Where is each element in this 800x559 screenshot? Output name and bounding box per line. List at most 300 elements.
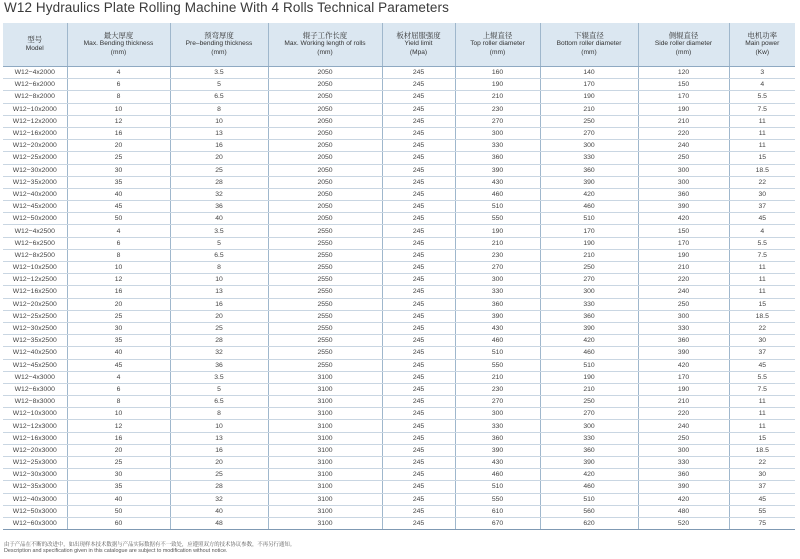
model-cell: W12−40x2500 bbox=[3, 347, 67, 359]
table-cell: 10 bbox=[67, 262, 170, 274]
table-cell: 8 bbox=[170, 408, 268, 420]
model-cell: W12−25x3000 bbox=[3, 457, 67, 469]
table-cell: 2050 bbox=[268, 164, 382, 176]
table-cell: 300 bbox=[455, 127, 540, 139]
table-cell: 6 bbox=[67, 79, 170, 91]
table-cell: 250 bbox=[638, 298, 729, 310]
model-cell: W12−10x2500 bbox=[3, 262, 67, 274]
table-cell: 300 bbox=[638, 444, 729, 456]
table-cell: 2550 bbox=[268, 359, 382, 371]
table-cell: 245 bbox=[382, 322, 455, 334]
table-cell: 245 bbox=[382, 505, 455, 517]
column-header-unit: (mm) bbox=[581, 48, 597, 56]
table-cell: 4 bbox=[729, 79, 795, 91]
table-cell: 210 bbox=[638, 396, 729, 408]
table-cell: 2050 bbox=[268, 188, 382, 200]
table-cell: 245 bbox=[382, 127, 455, 139]
table-cell: 5 bbox=[170, 79, 268, 91]
model-cell: W12−20x2000 bbox=[3, 140, 67, 152]
table-row bbox=[3, 408, 795, 420]
table-cell: 2050 bbox=[268, 115, 382, 127]
table-cell: 40 bbox=[170, 213, 268, 225]
table-cell: 250 bbox=[540, 262, 638, 274]
table-cell: 330 bbox=[638, 322, 729, 334]
table-cell: 245 bbox=[382, 457, 455, 469]
table-cell: 13 bbox=[170, 127, 268, 139]
table-cell: 2050 bbox=[268, 67, 382, 79]
table-cell: 10 bbox=[67, 103, 170, 115]
table-cell: 245 bbox=[382, 444, 455, 456]
table-cell: 3100 bbox=[268, 408, 382, 420]
table-cell: 360 bbox=[638, 188, 729, 200]
table-cell: 45 bbox=[67, 201, 170, 213]
table-cell: 30 bbox=[729, 469, 795, 481]
table-cell: 390 bbox=[638, 481, 729, 493]
table-cell: 330 bbox=[455, 420, 540, 432]
table-cell: 20 bbox=[170, 457, 268, 469]
model-cell: W12−35x2500 bbox=[3, 335, 67, 347]
table-cell: 270 bbox=[540, 274, 638, 286]
table-cell: 30 bbox=[729, 335, 795, 347]
table-cell: 190 bbox=[540, 91, 638, 103]
table-cell: 270 bbox=[455, 115, 540, 127]
table-cell: 45 bbox=[67, 359, 170, 371]
column-header-en: Top roller diameter bbox=[470, 40, 525, 48]
table-cell: 8 bbox=[67, 249, 170, 261]
model-cell: W12−30x2000 bbox=[3, 164, 67, 176]
table-cell: 10 bbox=[170, 420, 268, 432]
table-cell: 245 bbox=[382, 164, 455, 176]
table-cell: 190 bbox=[455, 225, 540, 237]
table-cell: 420 bbox=[540, 469, 638, 481]
table-cell: 10 bbox=[67, 408, 170, 420]
table-cell: 170 bbox=[540, 225, 638, 237]
column-header bbox=[67, 23, 170, 67]
table-cell: 22 bbox=[729, 457, 795, 469]
table-cell: 300 bbox=[455, 274, 540, 286]
table-cell: 16 bbox=[67, 286, 170, 298]
table-cell: 3.5 bbox=[170, 225, 268, 237]
table-cell: 360 bbox=[540, 164, 638, 176]
table-cell: 13 bbox=[170, 286, 268, 298]
table-row bbox=[3, 140, 795, 152]
table-cell: 2050 bbox=[268, 201, 382, 213]
table-cell: 48 bbox=[170, 517, 268, 529]
column-header bbox=[3, 23, 67, 67]
table-cell: 300 bbox=[638, 310, 729, 322]
table-row bbox=[3, 286, 795, 298]
table-cell: 220 bbox=[638, 274, 729, 286]
table-cell: 2050 bbox=[268, 140, 382, 152]
table-cell: 420 bbox=[638, 213, 729, 225]
table-cell: 20 bbox=[67, 140, 170, 152]
column-header bbox=[729, 23, 795, 67]
table-cell: 22 bbox=[729, 322, 795, 334]
table-cell: 300 bbox=[540, 140, 638, 152]
table-cell: 11 bbox=[729, 408, 795, 420]
table-cell: 245 bbox=[382, 371, 455, 383]
table-cell: 2550 bbox=[268, 298, 382, 310]
column-header-en: Model bbox=[25, 44, 44, 52]
table-cell: 245 bbox=[382, 91, 455, 103]
table-cell: 16 bbox=[170, 298, 268, 310]
table-row bbox=[3, 164, 795, 176]
table-cell: 30 bbox=[729, 188, 795, 200]
table-row bbox=[3, 91, 795, 103]
table-cell: 2550 bbox=[268, 310, 382, 322]
table-row bbox=[3, 249, 795, 261]
model-cell: W12−35x3000 bbox=[3, 481, 67, 493]
model-cell: W12−12x2500 bbox=[3, 274, 67, 286]
table-cell: 15 bbox=[729, 432, 795, 444]
table-cell: 10 bbox=[170, 115, 268, 127]
model-cell: W12−16x3000 bbox=[3, 432, 67, 444]
table-cell: 250 bbox=[638, 432, 729, 444]
table-cell: 3100 bbox=[268, 420, 382, 432]
table-row bbox=[3, 396, 795, 408]
table-cell: 245 bbox=[382, 493, 455, 505]
table-cell: 245 bbox=[382, 335, 455, 347]
column-header bbox=[638, 23, 729, 67]
table-cell: 210 bbox=[540, 383, 638, 395]
table-cell: 32 bbox=[170, 188, 268, 200]
table-cell: 4 bbox=[729, 225, 795, 237]
table-cell: 2550 bbox=[268, 274, 382, 286]
table-cell: 550 bbox=[455, 213, 540, 225]
model-cell: W12−16x2000 bbox=[3, 127, 67, 139]
table-cell: 150 bbox=[638, 225, 729, 237]
table-cell: 330 bbox=[638, 457, 729, 469]
table-cell: 245 bbox=[382, 517, 455, 529]
table-cell: 20 bbox=[67, 444, 170, 456]
table-cell: 510 bbox=[540, 213, 638, 225]
table-row bbox=[3, 420, 795, 432]
table-cell: 170 bbox=[638, 371, 729, 383]
column-header bbox=[455, 23, 540, 67]
table-cell: 2550 bbox=[268, 249, 382, 261]
table-cell: 5.5 bbox=[729, 237, 795, 249]
table-cell: 330 bbox=[455, 286, 540, 298]
table-row bbox=[3, 201, 795, 213]
table-cell: 245 bbox=[382, 262, 455, 274]
table-cell: 245 bbox=[382, 115, 455, 127]
table-cell: 3100 bbox=[268, 481, 382, 493]
table-cell: 45 bbox=[729, 493, 795, 505]
table-cell: 210 bbox=[455, 91, 540, 103]
table-cell: 245 bbox=[382, 225, 455, 237]
table-cell: 390 bbox=[638, 201, 729, 213]
table-row bbox=[3, 103, 795, 115]
table-cell: 230 bbox=[455, 249, 540, 261]
table-cell: 36 bbox=[170, 359, 268, 371]
model-cell: W12−8x3000 bbox=[3, 396, 67, 408]
table-cell: 245 bbox=[382, 79, 455, 91]
table-cell: 240 bbox=[638, 140, 729, 152]
table-cell: 32 bbox=[170, 347, 268, 359]
table-row bbox=[3, 213, 795, 225]
table-cell: 190 bbox=[540, 371, 638, 383]
table-cell: 550 bbox=[455, 359, 540, 371]
table-cell: 230 bbox=[455, 103, 540, 115]
table-cell: 160 bbox=[455, 67, 540, 79]
table-cell: 245 bbox=[382, 298, 455, 310]
model-cell: W12−40x2000 bbox=[3, 188, 67, 200]
table-cell: 3100 bbox=[268, 505, 382, 517]
model-cell: W12−45x2500 bbox=[3, 359, 67, 371]
table-cell: 330 bbox=[540, 152, 638, 164]
table-cell: 190 bbox=[638, 383, 729, 395]
table-cell: 3100 bbox=[268, 383, 382, 395]
column-header-unit: (mm) bbox=[110, 48, 127, 56]
column-header-unit: (Kw) bbox=[755, 48, 770, 56]
table-cell: 11 bbox=[729, 140, 795, 152]
table-row bbox=[3, 469, 795, 481]
table-cell: 120 bbox=[638, 67, 729, 79]
table-header-row bbox=[3, 23, 795, 67]
column-header-en: Yield limit bbox=[404, 40, 433, 48]
table-row bbox=[3, 517, 795, 529]
table-cell: 245 bbox=[382, 274, 455, 286]
table-cell: 4 bbox=[67, 67, 170, 79]
table-cell: 3100 bbox=[268, 432, 382, 444]
table-cell: 28 bbox=[170, 176, 268, 188]
table-row bbox=[3, 237, 795, 249]
model-cell: W12−30x2500 bbox=[3, 322, 67, 334]
table-cell: 15 bbox=[729, 298, 795, 310]
table-cell: 35 bbox=[67, 481, 170, 493]
table-row bbox=[3, 371, 795, 383]
table-cell: 245 bbox=[382, 103, 455, 115]
model-cell: W12−20x2500 bbox=[3, 298, 67, 310]
model-cell: W12−4x2000 bbox=[3, 67, 67, 79]
table-cell: 245 bbox=[382, 237, 455, 249]
table-cell: 2550 bbox=[268, 347, 382, 359]
table-cell: 5 bbox=[170, 237, 268, 249]
table-cell: 40 bbox=[67, 493, 170, 505]
table-cell: 245 bbox=[382, 347, 455, 359]
table-cell: 11 bbox=[729, 420, 795, 432]
table-cell: 390 bbox=[455, 164, 540, 176]
table-cell: 3100 bbox=[268, 371, 382, 383]
table-cell: 270 bbox=[540, 408, 638, 420]
table-cell: 390 bbox=[638, 347, 729, 359]
table-cell: 30 bbox=[67, 164, 170, 176]
table-cell: 32 bbox=[170, 493, 268, 505]
table-cell: 35 bbox=[67, 335, 170, 347]
table-row bbox=[3, 262, 795, 274]
model-cell: W12−10x3000 bbox=[3, 408, 67, 420]
table-cell: 390 bbox=[540, 176, 638, 188]
table-cell: 190 bbox=[638, 249, 729, 261]
table-cell: 460 bbox=[540, 201, 638, 213]
table-cell: 5.5 bbox=[729, 371, 795, 383]
table-cell: 510 bbox=[540, 493, 638, 505]
column-header-en: Bottom roller diameter bbox=[556, 40, 622, 48]
column-header bbox=[170, 23, 268, 67]
table-cell: 60 bbox=[67, 517, 170, 529]
table-cell: 8 bbox=[67, 91, 170, 103]
table-cell: 45 bbox=[729, 213, 795, 225]
column-header bbox=[540, 23, 638, 67]
table-cell: 460 bbox=[455, 188, 540, 200]
table-cell: 460 bbox=[455, 335, 540, 347]
table-cell: 3 bbox=[729, 67, 795, 79]
model-cell: W12−4x2500 bbox=[3, 225, 67, 237]
table-cell: 210 bbox=[638, 115, 729, 127]
table-cell: 8 bbox=[170, 103, 268, 115]
table-cell: 550 bbox=[455, 493, 540, 505]
table-cell: 245 bbox=[382, 176, 455, 188]
table-cell: 190 bbox=[455, 79, 540, 91]
table-cell: 40 bbox=[67, 347, 170, 359]
table-cell: 7.5 bbox=[729, 103, 795, 115]
table-cell: 270 bbox=[455, 262, 540, 274]
table-cell: 2050 bbox=[268, 91, 382, 103]
table-cell: 20 bbox=[67, 298, 170, 310]
table-cell: 36 bbox=[170, 201, 268, 213]
model-cell: W12−50x3000 bbox=[3, 505, 67, 517]
table-cell: 50 bbox=[67, 213, 170, 225]
table-cell: 300 bbox=[540, 420, 638, 432]
table-cell: 13 bbox=[170, 432, 268, 444]
table-cell: 390 bbox=[455, 444, 540, 456]
column-header bbox=[268, 23, 382, 67]
table-cell: 230 bbox=[455, 383, 540, 395]
table-cell: 2550 bbox=[268, 225, 382, 237]
table-cell: 28 bbox=[170, 481, 268, 493]
table-cell: 390 bbox=[455, 310, 540, 322]
table-cell: 25 bbox=[67, 457, 170, 469]
table-cell: 3100 bbox=[268, 493, 382, 505]
table-cell: 12 bbox=[67, 115, 170, 127]
table-cell: 300 bbox=[638, 176, 729, 188]
table-cell: 360 bbox=[540, 444, 638, 456]
table-cell: 245 bbox=[382, 359, 455, 371]
table-cell: 360 bbox=[455, 432, 540, 444]
table-cell: 420 bbox=[540, 188, 638, 200]
table-row bbox=[3, 322, 795, 334]
table-cell: 6 bbox=[67, 237, 170, 249]
table-cell: 390 bbox=[540, 322, 638, 334]
model-cell: W12−10x2000 bbox=[3, 103, 67, 115]
model-cell: W12−35x2000 bbox=[3, 176, 67, 188]
table-cell: 430 bbox=[455, 457, 540, 469]
spec-table bbox=[3, 23, 795, 530]
table-cell: 25 bbox=[170, 469, 268, 481]
table-cell: 30 bbox=[67, 322, 170, 334]
table-cell: 360 bbox=[540, 310, 638, 322]
table-cell: 11 bbox=[729, 274, 795, 286]
table-cell: 245 bbox=[382, 432, 455, 444]
table-row bbox=[3, 457, 795, 469]
table-cell: 300 bbox=[638, 164, 729, 176]
table-cell: 220 bbox=[638, 408, 729, 420]
column-header-en: Max. Working length of rolls bbox=[284, 40, 366, 48]
table-cell: 245 bbox=[382, 140, 455, 152]
note-chinese: 由于产品在不断的改进中，如出现样本技术数据与产品实际数据有不一致处，应遵照双方的技术协议参数，不再另行通知。 bbox=[4, 542, 296, 548]
table-row bbox=[3, 67, 795, 79]
table-cell: 37 bbox=[729, 481, 795, 493]
table-cell: 245 bbox=[382, 152, 455, 164]
table-cell: 245 bbox=[382, 420, 455, 432]
model-cell: W12−40x3000 bbox=[3, 493, 67, 505]
table-cell: 37 bbox=[729, 347, 795, 359]
model-cell: W12−6x2500 bbox=[3, 237, 67, 249]
table-cell: 140 bbox=[540, 67, 638, 79]
table-cell: 8 bbox=[67, 396, 170, 408]
table-cell: 6.5 bbox=[170, 249, 268, 261]
table-cell: 420 bbox=[638, 359, 729, 371]
table-cell: 11 bbox=[729, 396, 795, 408]
table-cell: 510 bbox=[455, 481, 540, 493]
column-header-unit: (Mpa) bbox=[409, 48, 428, 56]
column-header-cn: 下辊直径 bbox=[574, 30, 604, 40]
table-cell: 250 bbox=[540, 396, 638, 408]
table-cell: 6 bbox=[67, 383, 170, 395]
page-title: W12 Hydraulics Plate Rolling Machine With 4 Rolls Technical Parameters bbox=[4, 0, 449, 15]
table-cell: 270 bbox=[540, 127, 638, 139]
table-cell: 25 bbox=[67, 310, 170, 322]
table-cell: 3100 bbox=[268, 517, 382, 529]
table-cell: 390 bbox=[540, 457, 638, 469]
table-cell: 12 bbox=[67, 420, 170, 432]
table-row bbox=[3, 127, 795, 139]
table-cell: 460 bbox=[540, 347, 638, 359]
table-cell: 30 bbox=[67, 469, 170, 481]
table-cell: 20 bbox=[170, 310, 268, 322]
table-cell: 300 bbox=[540, 286, 638, 298]
table-cell: 245 bbox=[382, 188, 455, 200]
column-header-en: Main power bbox=[745, 40, 780, 48]
column-header bbox=[382, 23, 455, 67]
table-cell: 245 bbox=[382, 408, 455, 420]
table-cell: 16 bbox=[170, 140, 268, 152]
table-cell: 11 bbox=[729, 262, 795, 274]
table-row bbox=[3, 444, 795, 456]
table-cell: 210 bbox=[540, 103, 638, 115]
table-cell: 3.5 bbox=[170, 67, 268, 79]
model-cell: W12−6x2000 bbox=[3, 79, 67, 91]
model-cell: W12−20x3000 bbox=[3, 444, 67, 456]
table-cell: 330 bbox=[455, 140, 540, 152]
table-body bbox=[3, 67, 795, 530]
table-cell: 2050 bbox=[268, 103, 382, 115]
table-row bbox=[3, 310, 795, 322]
table-cell: 430 bbox=[455, 322, 540, 334]
table-cell: 18.5 bbox=[729, 164, 795, 176]
table-cell: 7.5 bbox=[729, 249, 795, 261]
model-cell: W12−8x2000 bbox=[3, 91, 67, 103]
column-header-en: Side roller diameter bbox=[654, 40, 713, 48]
table-cell: 210 bbox=[455, 371, 540, 383]
table-cell: 11 bbox=[729, 286, 795, 298]
table-cell: 170 bbox=[638, 91, 729, 103]
table-cell: 3100 bbox=[268, 469, 382, 481]
column-header-cn: 型号 bbox=[27, 35, 43, 45]
column-header-cn: 上辊直径 bbox=[482, 30, 513, 40]
table-cell: 360 bbox=[455, 152, 540, 164]
table-cell: 245 bbox=[382, 469, 455, 481]
table-cell: 360 bbox=[455, 298, 540, 310]
table-cell: 16 bbox=[170, 444, 268, 456]
table-row bbox=[3, 347, 795, 359]
model-cell: W12−12x2000 bbox=[3, 115, 67, 127]
table-row bbox=[3, 79, 795, 91]
table-cell: 250 bbox=[638, 152, 729, 164]
table-cell: 480 bbox=[638, 505, 729, 517]
table-cell: 245 bbox=[382, 383, 455, 395]
table-cell: 300 bbox=[455, 408, 540, 420]
